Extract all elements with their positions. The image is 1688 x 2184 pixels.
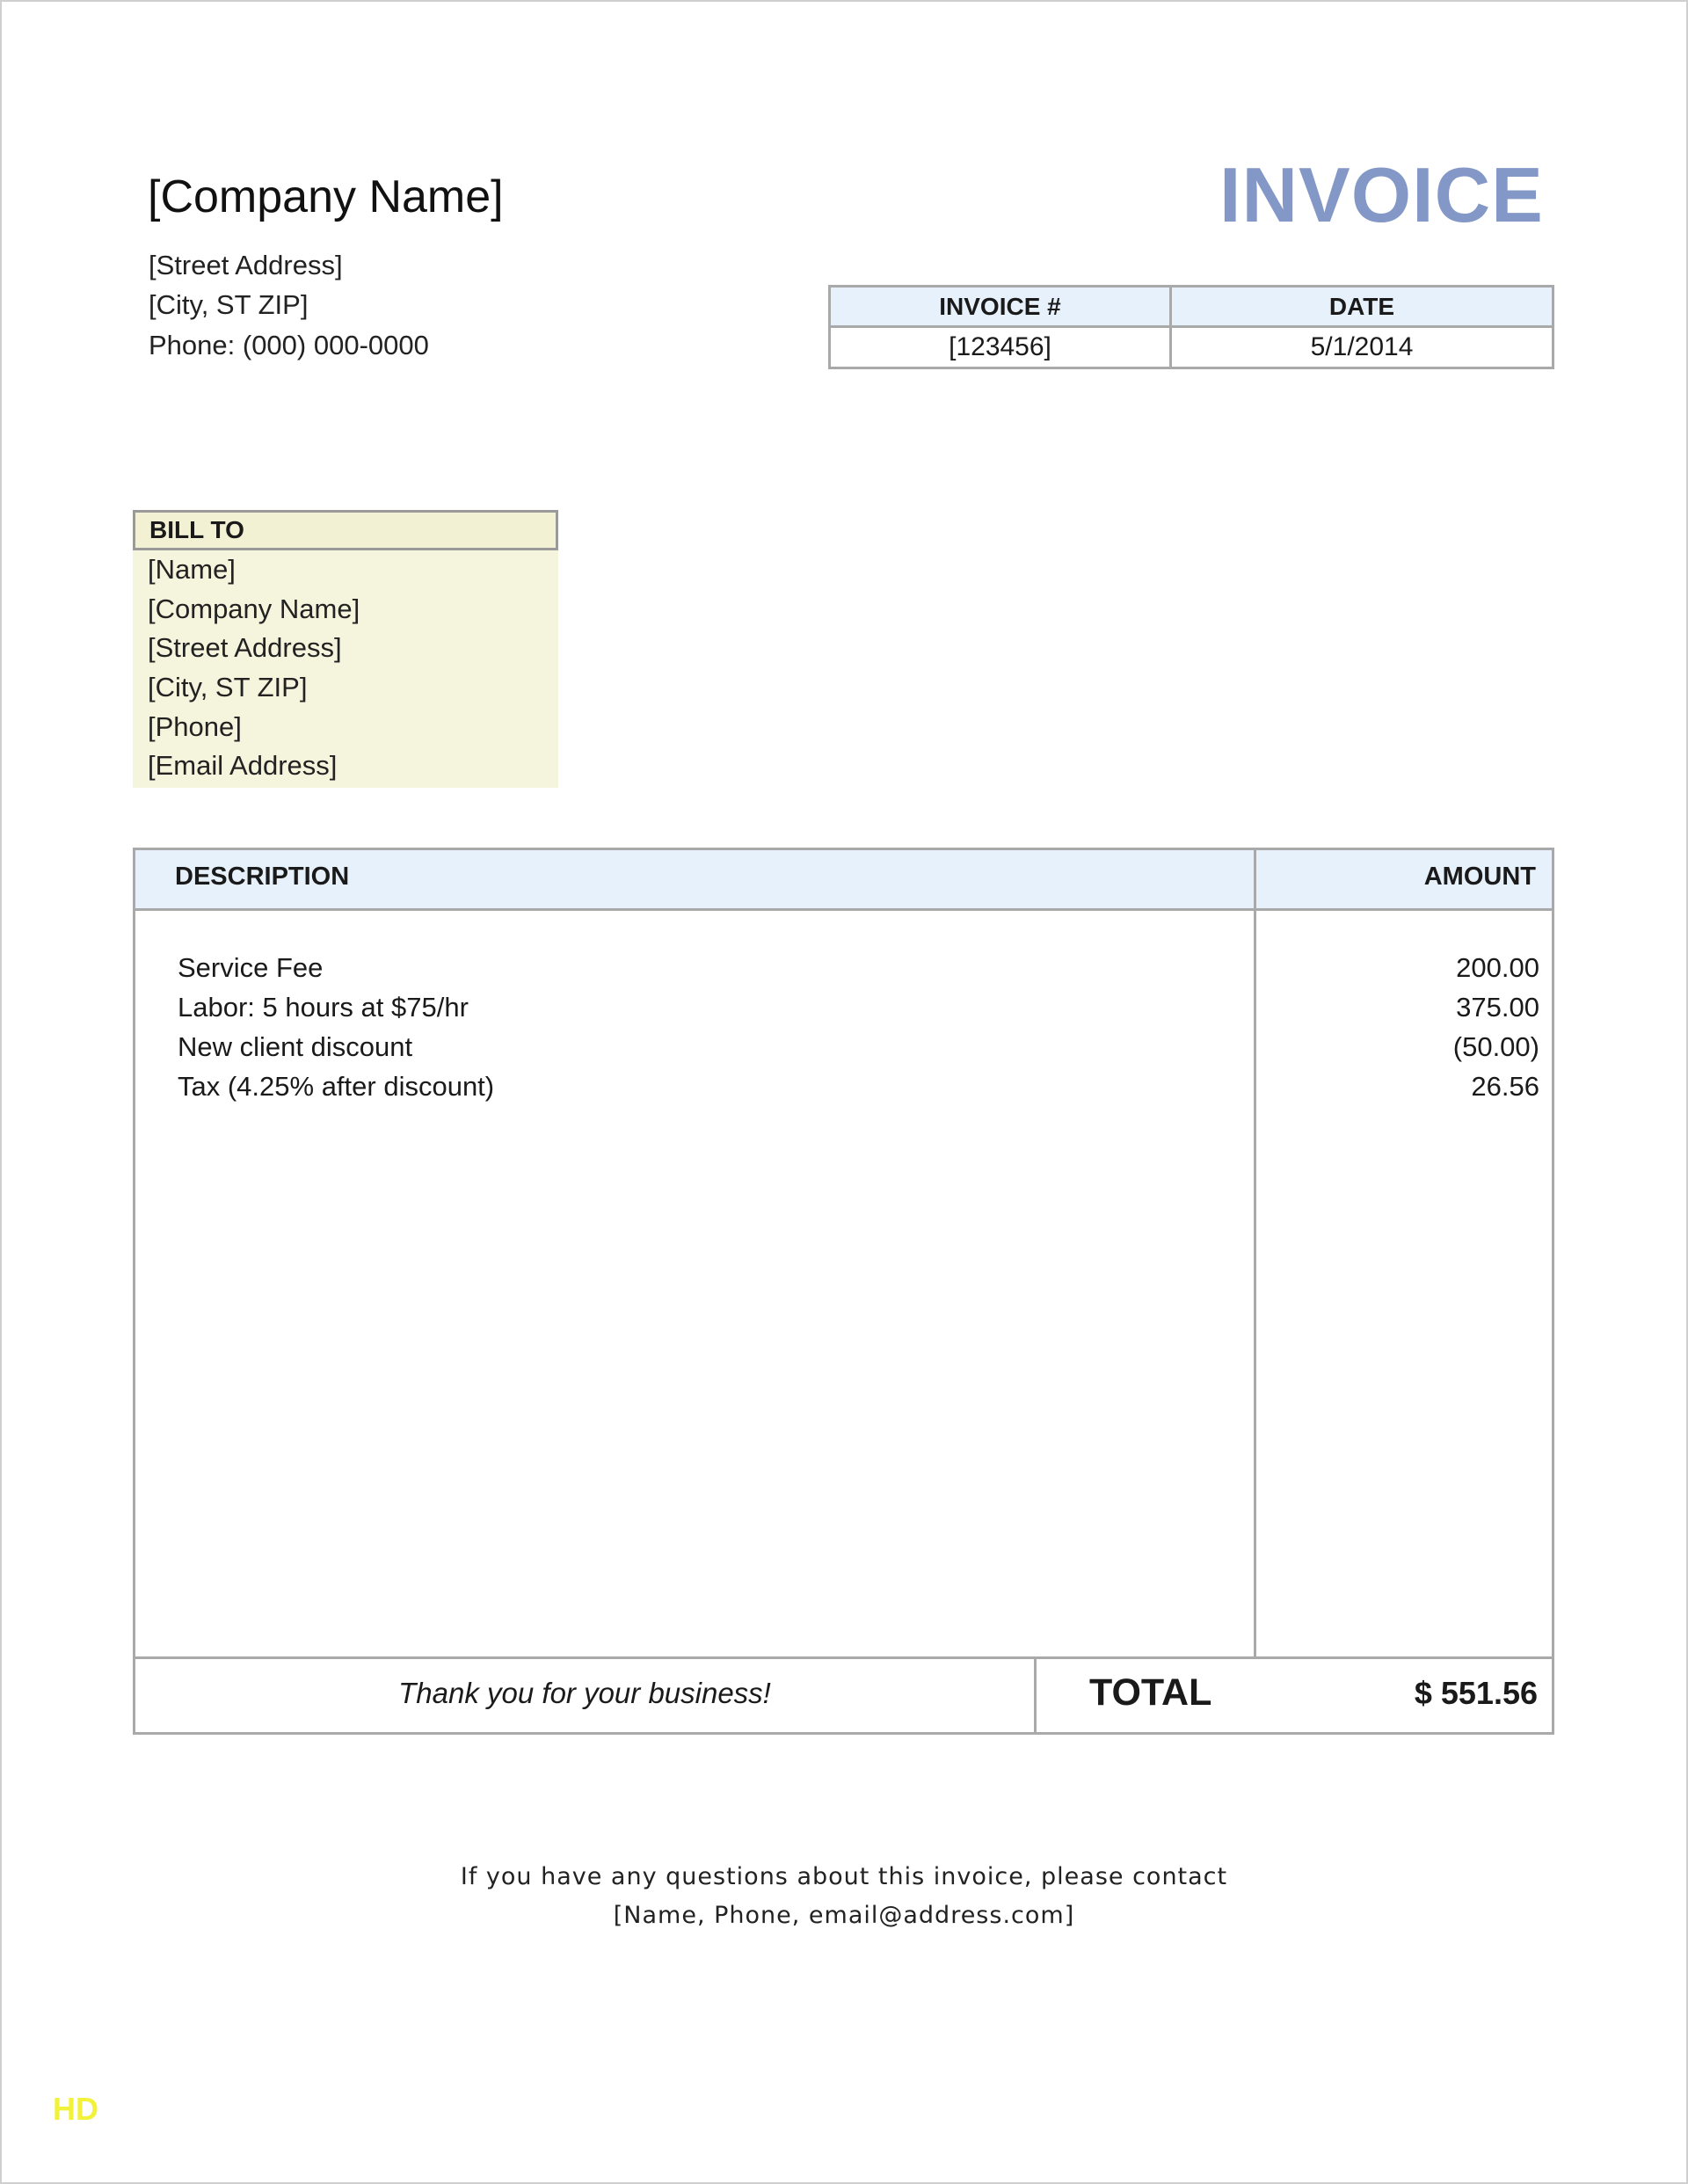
total-row [135, 1656, 1552, 1735]
company-city: [City, ST ZIP] [149, 289, 309, 320]
invoice-title: INVOICE [1219, 151, 1544, 238]
line-item-description: Labor: 5 hours at $75/hr [178, 992, 469, 1023]
items-table-header [135, 850, 1552, 911]
total-label: TOTAL [1089, 1671, 1212, 1714]
company-street: [Street Address] [149, 250, 343, 280]
amount-column-header: AMOUNT [1423, 863, 1536, 891]
invoice-number-value: [123456] [831, 328, 1172, 367]
items-table [133, 848, 1554, 1735]
company-phone: Phone: (000) 000-0000 [149, 330, 429, 360]
line-item-description: Service Fee [178, 952, 324, 983]
line-item-amount: (50.00) [1452, 1031, 1539, 1062]
line-item-description: New client discount [178, 1031, 413, 1062]
invoice-number-header: INVOICE # [831, 288, 1172, 328]
line-item-amount: 375.00 [1456, 992, 1539, 1023]
column-divider [1254, 850, 1256, 1656]
line-item-amount: 200.00 [1456, 952, 1539, 983]
line-item-description: Tax (4.25% after discount) [178, 1071, 495, 1102]
line-item-amount: 26.56 [1471, 1071, 1539, 1102]
bill-to-city: [City, ST ZIP] [148, 672, 308, 703]
bill-to-street: [Street Address] [148, 632, 342, 663]
description-column-header: DESCRIPTION [175, 863, 350, 891]
total-value: $ 551.56 [1414, 1675, 1538, 1711]
bill-to-heading: BILL TO [133, 510, 558, 550]
thank-you-message: Thank you for your business! [398, 1677, 771, 1709]
bill-to-email: [Email Address] [148, 750, 338, 781]
company-name: [Company Name] [148, 171, 504, 222]
total-row-divider [1034, 1659, 1037, 1735]
bill-to-name: [Name] [148, 554, 236, 585]
bill-to-phone: [Phone] [148, 711, 242, 742]
contact-details: [Name, Phone, email@address.com] [613, 1902, 1075, 1929]
date-header: DATE [1172, 288, 1552, 328]
bill-to-company: [Company Name] [148, 593, 360, 624]
date-value: 5/1/2014 [1310, 332, 1414, 361]
hd-watermark: HD [53, 2091, 98, 2127]
contact-note: If you have any questions about this invoice, please contact [460, 1863, 1228, 1890]
invoice-meta-table [828, 285, 1554, 369]
